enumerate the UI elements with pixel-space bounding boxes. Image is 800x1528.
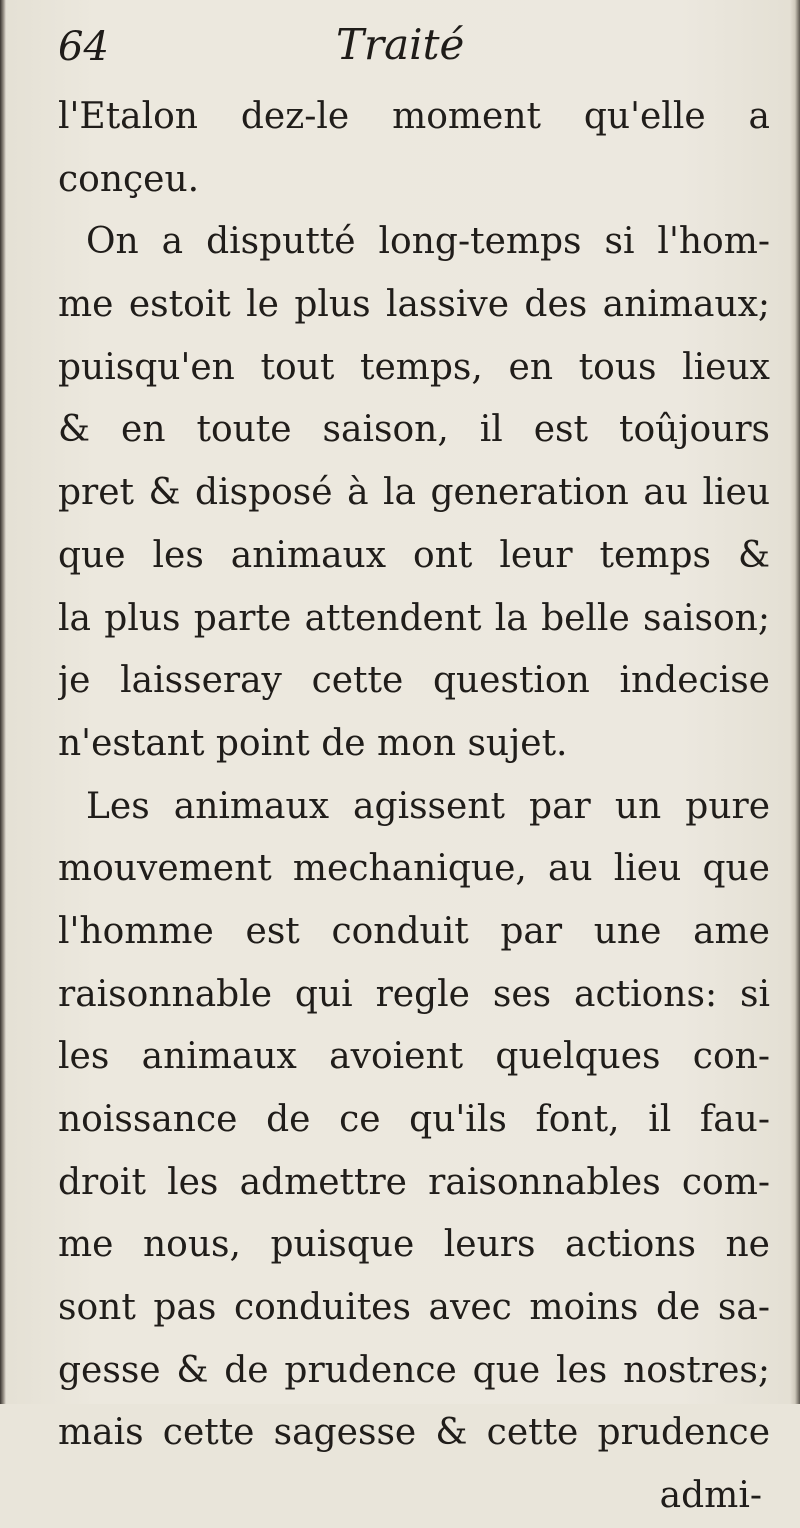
text-line: pret & disposé à la generation au lieu (58, 472, 770, 514)
text-line: mouvement mechanique, au lieu que (58, 848, 770, 890)
page-number: 64 (58, 24, 109, 70)
text-line: mais cette sagesse & cette prudence (58, 1412, 770, 1454)
text-line: l'Etalon dez-le moment qu'elle a (58, 96, 770, 137)
text-line: sont pas conduites avec moins de sa- (58, 1287, 770, 1329)
page-header (58, 12, 758, 78)
text-line: raisonnable qui regle ses actions: si (58, 973, 770, 1015)
text-line: n'estant point de mon sujet. (58, 722, 568, 764)
catchword: admi- (659, 1475, 762, 1517)
text-line: droit les admettre raisonnables com- (58, 1161, 770, 1203)
text-line: la plus parte attendent la belle saison; (58, 597, 770, 639)
text-line: l'homme est conduit par une ame (58, 910, 770, 952)
text-line: me nous, puisque leurs actions ne (58, 1224, 770, 1266)
page-right-edge (790, 0, 800, 1404)
text-line: & en toute saison, il est toûjours (58, 409, 770, 451)
body-text (58, 86, 770, 1528)
text-line: conçeu. (58, 158, 200, 200)
text-line: noissance de ce qu'ils font, il fau- (58, 1099, 770, 1140)
text-line: Les animaux agissent par un pure (86, 785, 770, 827)
text-line: gesse & de prudence que les nostres; (58, 1349, 770, 1391)
text-line: me estoit le plus lassive des animaux; (58, 284, 770, 326)
page-binding-edge (0, 0, 6, 1404)
text-line: puisqu'en tout temps, en tous lieux (58, 346, 770, 388)
text-line: que les animaux ont leur temps & (58, 534, 770, 576)
text-line: On a disputté long-temps si l'hom- (86, 221, 770, 263)
running-title: Traité (336, 20, 465, 69)
text-line: les animaux avoient quelques con- (58, 1036, 770, 1078)
text-line: je laisseray cette question indecise (58, 660, 770, 702)
